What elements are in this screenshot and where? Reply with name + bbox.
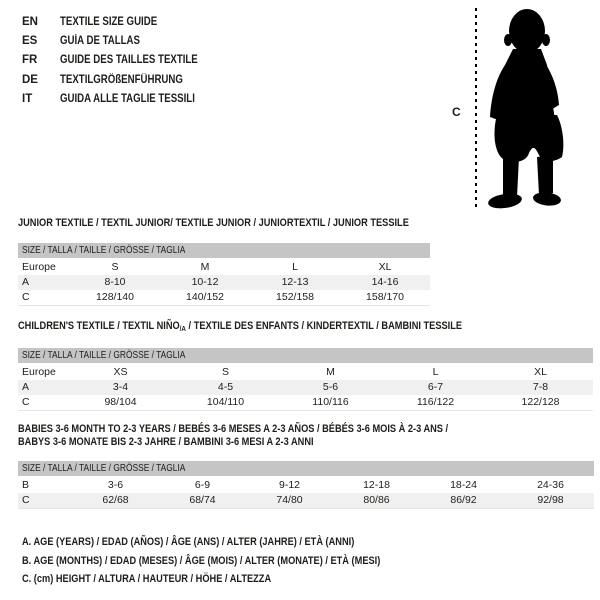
- row-label: C: [22, 494, 30, 506]
- size-cell: M: [200, 261, 210, 273]
- row-label: A: [22, 276, 30, 288]
- language-row: [22, 71, 224, 90]
- size-table: [18, 478, 594, 509]
- size-cell: L: [292, 261, 298, 273]
- size-header-bar: [18, 243, 430, 258]
- height-row: [18, 395, 593, 411]
- language-label: GUIDA ALLE TAGLIE TESSILI: [60, 92, 195, 105]
- language-label: GUÍA DE TALLAS: [60, 35, 140, 48]
- size-cell: L: [432, 366, 439, 378]
- row-label: C: [22, 291, 30, 303]
- size-header-label: SIZE / TALLA / TAILLE / GRÖSSE / TAGLIA: [22, 244, 186, 256]
- value-cell: 6-7: [427, 381, 444, 393]
- value-cell: 9-12: [278, 479, 300, 491]
- value-cell: 104/110: [206, 396, 245, 408]
- language-code: ES: [22, 35, 38, 48]
- value-cell: 12-13: [281, 276, 309, 288]
- size-header-bar: [18, 348, 593, 363]
- language-row: [22, 13, 224, 32]
- language-code: FR: [22, 54, 38, 67]
- value-cell: 116/122: [416, 396, 455, 408]
- value-cell: 8-10: [104, 276, 126, 288]
- size-cell: S: [111, 261, 119, 273]
- row-label: Europe: [22, 261, 56, 273]
- value-cell: 62/68: [102, 494, 129, 506]
- size-table: [18, 260, 430, 306]
- babies-textile-table: [18, 423, 594, 509]
- height-measure-label: C: [452, 105, 461, 119]
- children-textile-table: [18, 320, 593, 411]
- language-label: TEXTILGRÖßENFÜHRUNG: [60, 73, 183, 86]
- age-row: [18, 275, 430, 290]
- subscript: /A: [179, 324, 186, 333]
- row-label: C: [22, 396, 30, 408]
- value-cell: 86/92: [450, 494, 477, 506]
- age-row: [18, 380, 593, 395]
- size-cell: M: [326, 366, 335, 378]
- value-cell: 110/116: [312, 396, 349, 408]
- measure-legend: [22, 533, 449, 589]
- language-code: EN: [22, 16, 38, 28]
- language-row: [22, 51, 224, 70]
- value-cell: 98/104: [104, 396, 137, 408]
- table-title: JUNIOR TEXTILE / TEXTIL JUNIOR/ TEXTILE JUNIOR / JUNIORTEXTIL / JUNIOR TESSILE: [18, 217, 409, 229]
- value-cell: 14-16: [371, 276, 399, 288]
- language-row: [22, 90, 224, 109]
- height-measure-dotted-line: [475, 8, 477, 208]
- table-title: BABIES 3-6 MONTH TO 2-3 YEARS / BEBÉS 3-6 MESES A 2-3 AÑOS / BÉBÉS 3-6 MOIS À 2-3 ANS / BABYS 3-6 MONATE BIS 2-3 JAHRE / BAMBINI 3-6 MESI A 2-3 ANNI: [18, 423, 449, 448]
- size-cell: S: [221, 366, 229, 378]
- value-cell: 3-6: [107, 479, 124, 491]
- value-cell: 12-18: [363, 479, 390, 491]
- row-label: A: [22, 381, 30, 393]
- language-list: [22, 13, 224, 109]
- value-cell: 5-6: [322, 381, 339, 393]
- language-label: GUIDE DES TAILLES TEXTILE: [60, 54, 198, 67]
- size-cell: XL: [534, 366, 547, 378]
- legend-line-c: C. (cm) HEIGHT / ALTURA / HAUTEUR / HÖHE / ALTEZZA: [22, 573, 272, 586]
- value-cell: 122/128: [521, 396, 560, 408]
- value-cell: 68/74: [189, 494, 216, 506]
- junior-textile-table: [18, 217, 430, 306]
- height-row: [18, 290, 430, 306]
- table-title: CHILDREN'S TEXTILE / TEXTIL NIÑO/A / TEXTILE DES ENFANTS / KINDERTEXTIL / BAMBINI TESSILE: [18, 320, 463, 333]
- size-row: [18, 365, 593, 380]
- size-cell: XS: [113, 366, 128, 378]
- height-row: [18, 493, 594, 509]
- row-label: Europe: [22, 366, 56, 378]
- value-cell: 24-36: [537, 479, 564, 491]
- value-cell: 80/86: [363, 494, 390, 506]
- value-cell: 140/152: [186, 291, 224, 303]
- row-label: B: [22, 479, 30, 491]
- size-row: [18, 260, 430, 275]
- value-cell: 158/170: [366, 291, 404, 303]
- value-cell: 10-12: [191, 276, 219, 288]
- language-row: [22, 32, 224, 51]
- age-months-row: [18, 478, 594, 493]
- value-cell: 7-8: [532, 381, 549, 393]
- size-header-label: SIZE / TALLA / TAILLE / GRÖSSE / TAGLIA: [22, 462, 186, 474]
- size-cell: XL: [378, 261, 392, 273]
- size-table: [18, 365, 593, 411]
- baby-silhouette-icon: [483, 5, 596, 210]
- legend-line-a: A. AGE (YEARS) / EDAD (AÑOS) / ÂGE (ANS) / ALTER (JAHRE) / ETÀ (ANNI): [22, 536, 355, 548]
- size-header-label: SIZE / TALLA / TAILLE / GRÖSSE / TAGLIA: [22, 349, 186, 361]
- language-code: IT: [22, 92, 33, 105]
- value-cell: 92/98: [537, 494, 564, 506]
- value-cell: 74/80: [276, 494, 303, 506]
- value-cell: 3-4: [112, 381, 129, 393]
- value-cell: 128/140: [96, 291, 134, 303]
- value-cell: 18-24: [450, 479, 477, 491]
- value-cell: 4-5: [217, 381, 234, 393]
- value-cell: 6-9: [194, 479, 211, 491]
- size-header-bar: [18, 461, 594, 476]
- language-code: DE: [22, 73, 38, 86]
- legend-line-b: B. AGE (MONTHS) / EDAD (MESES) / ÂGE (MOIS) / ALTER (MONATE) / ETÀ (MESI): [22, 554, 381, 567]
- value-cell: 152/158: [276, 291, 314, 303]
- language-label: TEXTILE SIZE GUIDE: [60, 16, 158, 28]
